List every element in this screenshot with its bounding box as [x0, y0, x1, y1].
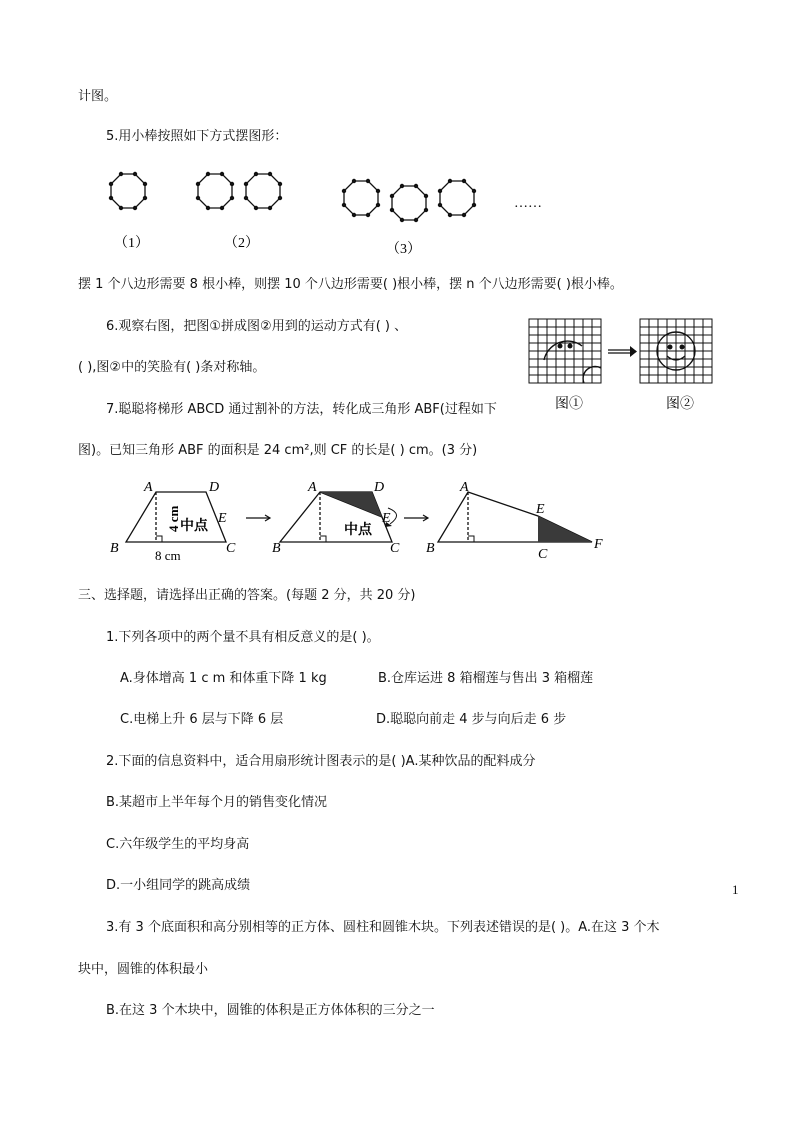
- option-1a: A.身体增高 1 c m 和体重下降 1 kg: [120, 671, 327, 686]
- vertex-label-a: A: [308, 480, 317, 495]
- question-7-line-2: 图)。已知三角形 ABF 的面积是 24 cm²,则 CF 的长是( ) cm。(3 分): [78, 443, 478, 458]
- question-6-line-1: 6.观察右图，把图①拼成图②用到的运动方式有( ) 、: [106, 319, 408, 334]
- option-3b: B.在这 3 个木块中，圆锥的体积是正方体体积的三分之一: [106, 1003, 435, 1018]
- octagon: [111, 174, 145, 208]
- vertex-label-d: D: [374, 480, 385, 495]
- arrow-icon: [608, 346, 637, 357]
- octagon: [246, 174, 280, 208]
- question-5-text: 摆 1 个八边形需要 8 根小棒，则摆 10 个八边形需要( )根小棒，摆 n 个八边形需要( )根小棒。: [78, 277, 623, 292]
- vertex-label-e: E: [382, 511, 391, 526]
- vertex-label-b: B: [272, 541, 281, 556]
- option-2c: C.六年级学生的平均身高: [106, 837, 250, 852]
- vertex-label-c: C: [226, 541, 236, 556]
- midpoint-label: 中点: [344, 522, 372, 538]
- octagon: [440, 181, 474, 215]
- octagon: [344, 181, 378, 215]
- figure-label: 图①: [555, 397, 583, 412]
- vertex-label-b: B: [426, 541, 435, 556]
- vertex-label-a: A: [144, 480, 153, 495]
- vertex-label-c: C: [390, 541, 400, 556]
- choice-question-3: 3.有 3 个底面积和高分别相等的正方体、圆柱和圆锥木块。下列表述错误的是( )。A.在这 3 个木: [106, 920, 660, 935]
- midpoint-label: 中点: [180, 518, 208, 534]
- vertex-label-c: C: [538, 547, 548, 562]
- choice-question-1: 1.下列各项中的两个量不具有相反意义的是( )。: [106, 630, 380, 645]
- option-1b: B.仓库运进 8 箱榴莲与售出 3 箱榴莲: [378, 671, 594, 686]
- vertex-label-e: E: [218, 511, 227, 526]
- option-1c: C.电梯上升 6 层与下降 6 层: [120, 712, 284, 727]
- figure-label: （3）: [386, 242, 421, 257]
- question-7-line-1: 7.聪聪将梯形 ABCD 通过割补的方法，转化成三角形 ABF(过程如下: [106, 402, 497, 417]
- arrow-icon: [404, 515, 428, 521]
- option-2d: D.一小组同学的跳高成绩: [106, 878, 251, 893]
- figure-label: （2）: [224, 236, 259, 251]
- vertex-label-d: D: [209, 480, 220, 495]
- choice-question-3-cont: 块中，圆锥的体积最小: [78, 962, 209, 977]
- vertex-label-a: A: [460, 480, 469, 495]
- question-6-line-2: ( ),图②中的笑脸有( )条对称轴。: [78, 360, 266, 375]
- option-1d: D.聪聪向前走 4 步与向后走 6 步: [376, 712, 567, 727]
- vertex-label-f: F: [594, 537, 603, 552]
- vertex-label-e: E: [536, 502, 545, 517]
- arrow-icon: [246, 515, 270, 521]
- base-label: 8 cm: [155, 548, 181, 563]
- question-5-title: 5.用小棒按照如下方式摆图形：: [106, 129, 288, 144]
- text-continuation: 计图。: [78, 89, 118, 104]
- option-2b: B.某超市上半年每个月的销售变化情况: [106, 795, 328, 810]
- smiley-grid-figure: [524, 316, 724, 416]
- trapezoid-transform-figure: [108, 478, 618, 568]
- height-label: 4 cm: [166, 505, 181, 532]
- figure-label: （1）: [114, 236, 149, 251]
- octagon-pattern-figure: [96, 165, 566, 260]
- figure-label: 图②: [666, 397, 694, 412]
- vertex-label-b: B: [110, 541, 119, 556]
- choice-question-2: 2.下面的信息资料中，适合用扇形统计图表示的是( )A.某种饮品的配料成分: [106, 754, 536, 769]
- page-number: 1: [732, 882, 739, 897]
- octagon: [392, 186, 426, 220]
- octagon: [198, 174, 232, 208]
- section-3-heading: 三、选择题，请选择出正确的答案。(每题 2 分，共 20 分): [78, 588, 416, 603]
- ellipsis: ……: [514, 196, 542, 211]
